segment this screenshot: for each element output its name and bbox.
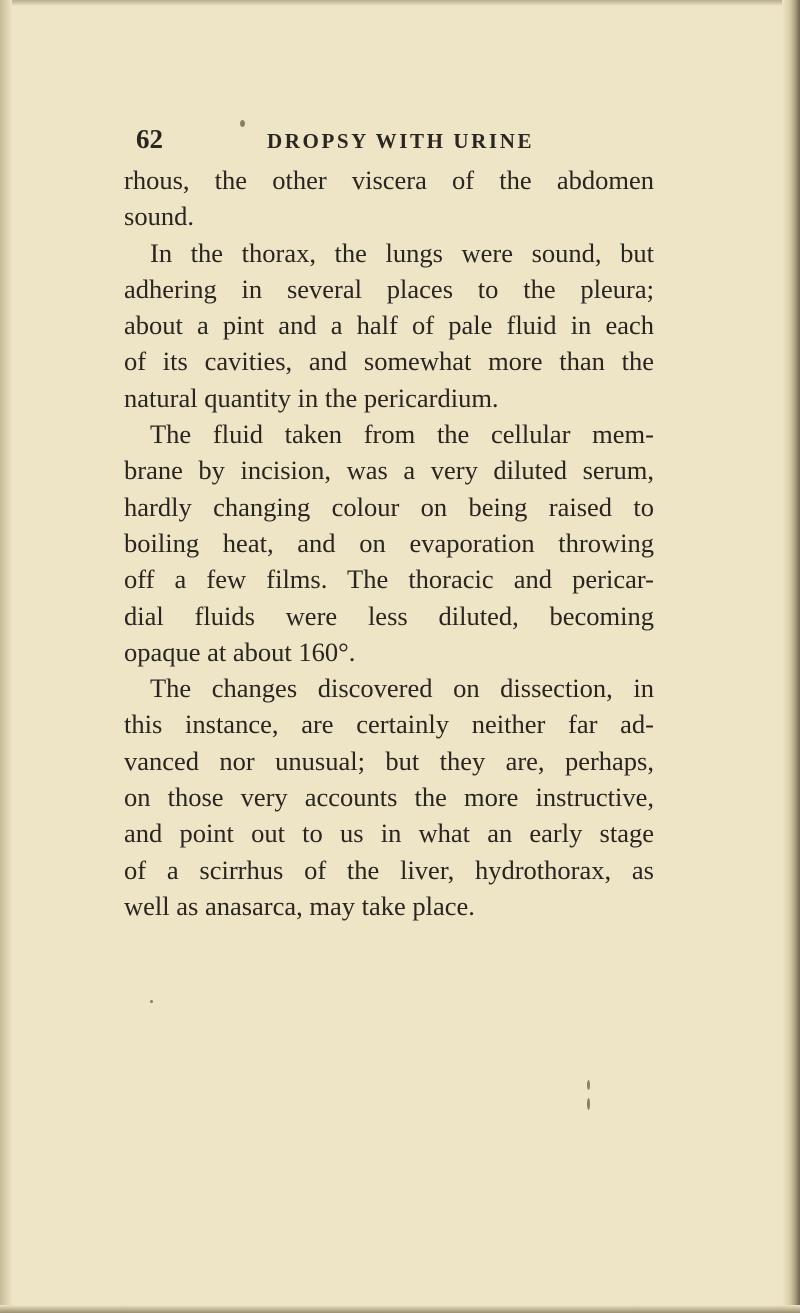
running-title: DROPSY WITH URINE — [267, 129, 535, 153]
paper-speck — [150, 1000, 153, 1003]
page-bottom-edge — [0, 1305, 800, 1313]
running-head — [136, 124, 636, 158]
page-top-edge — [0, 0, 800, 6]
text-line: sound. — [124, 201, 194, 232]
text-line: and point out to us in what an early stage — [124, 818, 654, 849]
text-line: about a pint and a half of pale fluid in each — [124, 310, 654, 341]
text-line: opaque at about 160°. — [124, 636, 356, 667]
text-line: well as anasarca, may take place. — [124, 890, 475, 921]
text-line: hardly changing colour on being raised to — [124, 491, 654, 522]
text-line: of a scirrhus of the liver, hydrothorax, as — [124, 854, 654, 885]
text-line: off a few films. The thoracic and pericar- — [124, 564, 654, 595]
page-left-edge — [0, 0, 12, 1313]
paper-speck — [240, 120, 245, 127]
text-line: In the thorax, the lungs were sound, but — [150, 237, 654, 268]
paper-speck — [587, 1098, 590, 1110]
text-line: on those very accounts the more instructive, — [124, 782, 654, 813]
text-line: The changes discovered on dissection, in — [150, 673, 654, 704]
text-line: The fluid taken from the cellular mem- — [150, 419, 654, 450]
text-line: boiling heat, and on evaporation throwing — [124, 527, 654, 558]
text-line: this instance, are certainly neither far ad- — [124, 709, 654, 740]
page-right-edge — [782, 0, 800, 1313]
page-number: 62 — [136, 124, 163, 154]
text-line: adhering in several places to the pleura; — [124, 273, 654, 304]
text-line: brane by incision, was a very diluted serum, — [124, 455, 654, 486]
body-text — [124, 162, 654, 924]
text-line: vanced nor unusual; but they are, perhaps, — [124, 745, 654, 776]
text-line: natural quantity in the pericardium. — [124, 382, 499, 413]
text-line: of its cavities, and somewhat more than the — [124, 346, 654, 377]
text-line: rhous, the other viscera of the abdomen — [124, 165, 654, 195]
text-line: dial fluids were less diluted, becoming — [124, 600, 654, 631]
paper-speck — [587, 1080, 590, 1090]
